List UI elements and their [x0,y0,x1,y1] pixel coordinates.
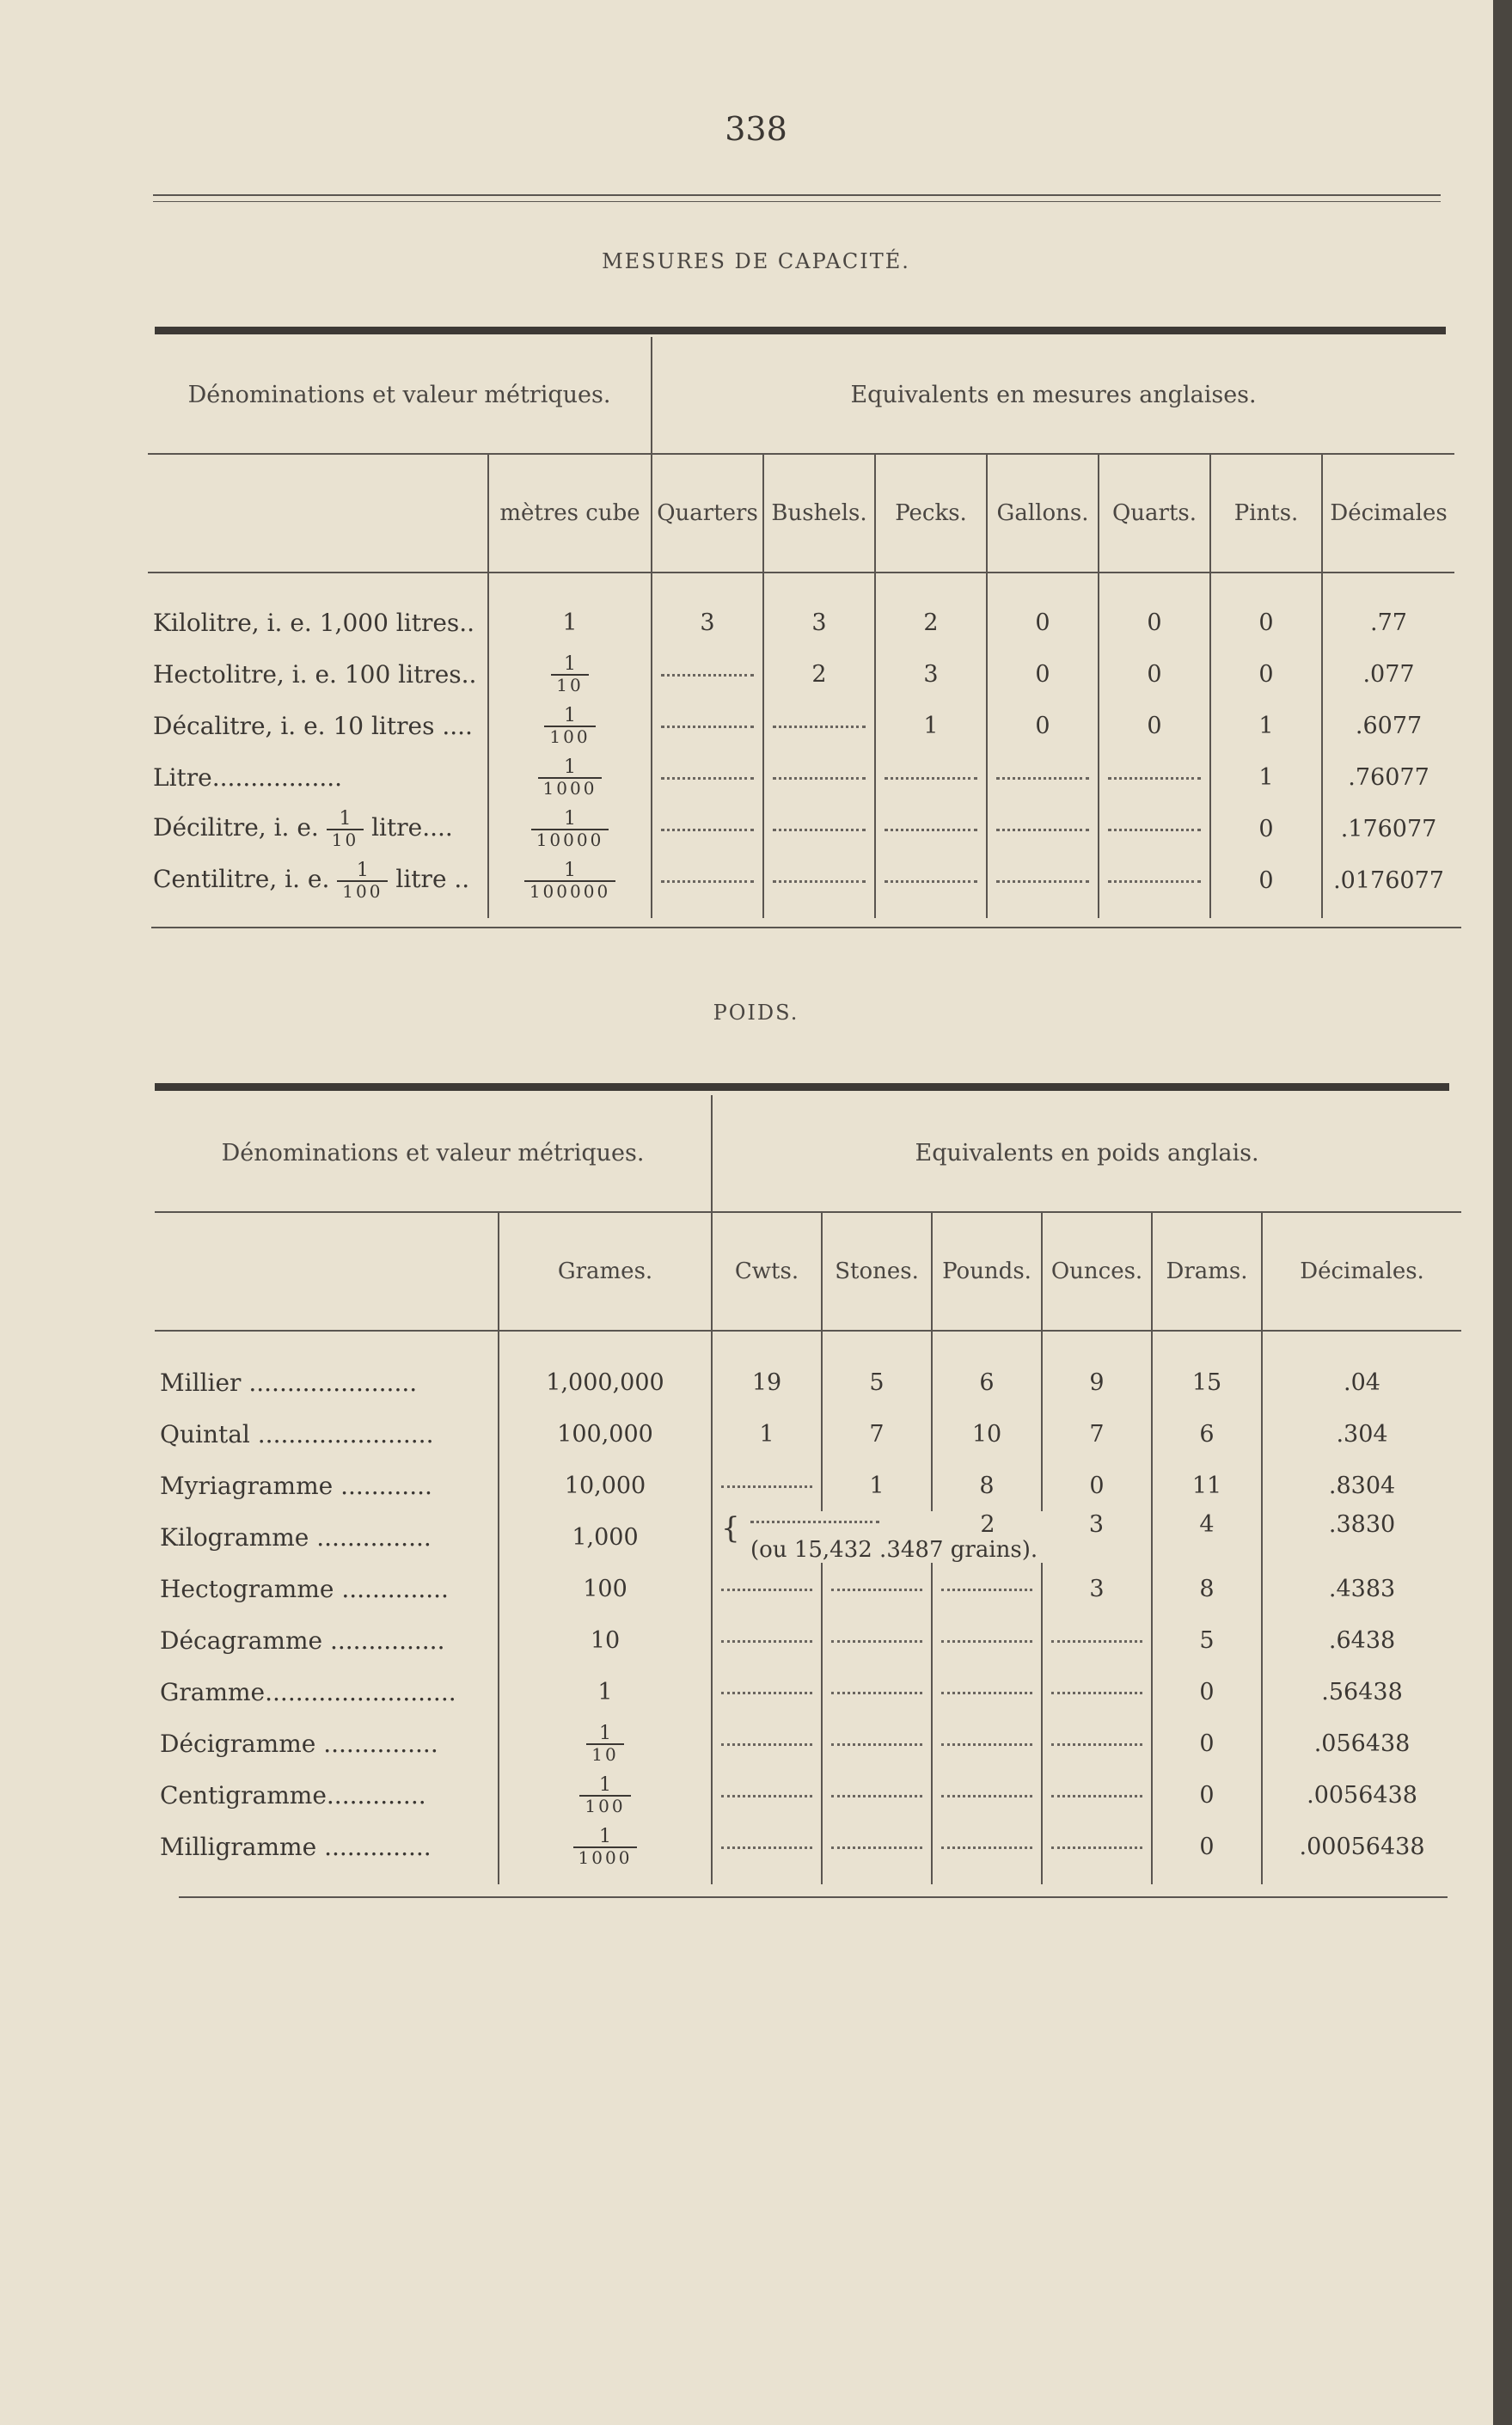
capacity-metric [488,700,652,751]
dot-leader [941,1846,1032,1849]
capacity-row-name: Décalitre, i. e. 10 litres .... [153,711,473,740]
dot-leader [773,829,866,831]
capacity-gallons: 0 [987,700,1099,751]
top-rule-thin [153,201,1441,202]
capacity-decimals: .176077 [1322,803,1454,854]
weights-header-left: Dénominations et valeur métriques. [155,1095,712,1212]
weights-table [155,1095,1461,1884]
weights-stones [822,1718,932,1769]
weights-drams: 4 [1152,1511,1262,1563]
dot-leader [1108,880,1201,883]
dot-leader [661,726,754,728]
table-row [155,1356,1461,1408]
capacity-row-name: Hectolitre, i. e. 100 litres.. [153,659,477,689]
dot-leader [885,880,977,883]
dot-leader [941,1795,1032,1797]
capacity-metric [488,648,652,700]
capacity-pints: 0 [1210,648,1322,700]
table-row [155,1563,1461,1614]
weights-row-name: Millier ...................... [160,1368,418,1397]
weights-row-name: Hectogramme .............. [160,1574,449,1603]
fraction: $\frac{1}{10000}$ [531,810,609,848]
capacity-gallons [987,803,1099,854]
table-row [155,1718,1461,1769]
weights-col-pounds: Pounds. [932,1212,1042,1331]
capacity-row-name: Centilitre, i. e. $\frac{1}{100}$ litre .. [153,859,470,902]
capacity-bottom-rule [151,927,1461,928]
weights-pounds [932,1614,1042,1666]
weights-row-name: Centigramme............. [160,1780,426,1810]
capacity-quarters [652,803,763,854]
weights-ounces: 0 [1042,1460,1152,1511]
capacity-row-name: Litre................. [153,762,343,792]
weights-decimals: .3830 [1262,1511,1461,1563]
fraction: $\frac{1}{10}$ [327,810,364,848]
table-row [155,1460,1461,1511]
weights-ounces [1042,1614,1152,1666]
weights-ounces: 7 [1042,1408,1152,1460]
capacity-bushels: 3 [763,597,875,648]
capacity-heading: MESURES DE CAPACITÉ. [602,249,910,273]
capacity-col-pints: Pints. [1210,454,1322,573]
weights-grams [499,1821,712,1872]
capacity-quarters [652,700,763,751]
capacity-pints: 1 [1210,700,1322,751]
dot-leader [1051,1743,1142,1746]
capacity-row-name: Décilitre, i. e. $\frac{1}{10}$ litre.... [153,807,453,850]
weights-pounds [932,1769,1042,1821]
weights-row-name: Milligramme .............. [160,1832,432,1861]
weights-grams: 100 [499,1563,712,1614]
capacity-pecks: 2 [875,597,987,648]
capacity-col-metric: mètres cube [488,454,652,573]
dot-leader [831,1795,922,1797]
capacity-gallons: 0 [987,597,1099,648]
table-row [148,648,1454,700]
weights-cwts [712,1563,822,1614]
weights-col-ounces: Ounces. [1042,1212,1152,1331]
weights-stones [822,1614,932,1666]
capacity-pints: 0 [1210,803,1322,854]
capacity-pecks: 3 [875,648,987,700]
capacity-gallons [987,751,1099,803]
weights-grams: 1,000 [499,1511,712,1563]
weights-grams: 100,000 [499,1408,712,1460]
weights-pounds [932,1666,1042,1718]
dot-leader-wrap [750,1513,879,1529]
dot-leader [721,1692,812,1694]
capacity-table [148,337,1454,918]
dot-leader [661,777,754,780]
fraction: $\frac{1}{100}$ [579,1776,630,1815]
weights-row-name: Myriagramme ............ [160,1471,432,1500]
capacity-quarts: 0 [1099,700,1210,751]
table-row [155,1769,1461,1821]
weights-col-blank [155,1212,499,1331]
capacity-metric [488,803,652,854]
dot-leader [661,829,754,831]
weights-drams: 11 [1152,1460,1262,1511]
weights-row-name: Décagramme ............... [160,1626,445,1655]
weights-grams: 10 [499,1614,712,1666]
capacity-bushels [763,854,875,906]
dot-leader [941,1743,1032,1746]
dot-leader [773,726,866,728]
weights-pounds: 8 [932,1460,1042,1511]
dot-leader [1051,1795,1142,1797]
weights-ounces [1042,1821,1152,1872]
weights-kilogramme-merged [712,1511,1042,1563]
weights-stones: 7 [822,1408,932,1460]
weights-stones [822,1769,932,1821]
dot-leader [721,1846,812,1849]
fraction: $\frac{1}{1000}$ [573,1828,638,1866]
dot-leader [941,1589,1032,1591]
weights-cwts [712,1666,822,1718]
weights-ounces [1042,1769,1152,1821]
capacity-header-right: Equivalents en mesures anglaises. [652,337,1454,454]
weights-ounces: 9 [1042,1356,1152,1408]
fraction: $\frac{1}{10}$ [586,1724,623,1763]
weights-heading: POIDS. [713,1001,799,1025]
weights-grams [499,1718,712,1769]
weights-stones [822,1821,932,1872]
weights-ounces: 3 [1088,1511,1105,1538]
weights-cwts: 19 [712,1356,822,1408]
capacity-decimals: .077 [1322,648,1454,700]
capacity-decimals: .6077 [1322,700,1454,751]
dot-leader [721,1795,812,1797]
weights-decimals: .00056438 [1262,1821,1461,1872]
dot-leader [1108,829,1201,831]
capacity-header-left: Dénominations et valeur métriques. [148,337,652,454]
capacity-quarts [1099,803,1210,854]
weights-drams: 15 [1152,1356,1262,1408]
dot-leader [750,1521,879,1523]
capacity-quarts [1099,854,1210,906]
weights-grains-note: (ou 15,432 .3487 grains). [750,1537,1038,1563]
dot-leader [773,777,866,780]
fraction: $\frac{1}{100000}$ [524,861,615,900]
dot-leader [661,674,754,677]
capacity-bushels [763,751,875,803]
dot-leader [831,1846,922,1849]
weights-row-name: Décigramme ............... [160,1729,438,1758]
weights-pounds [932,1821,1042,1872]
weights-drams: 5 [1152,1614,1262,1666]
weights-drams: 6 [1152,1408,1262,1460]
weights-col-drams: Drams. [1152,1212,1262,1331]
weights-header-right: Equivalents en poids anglais. [712,1095,1461,1212]
capacity-gallons: 0 [987,648,1099,700]
weights-row-name: Gramme......................... [160,1677,456,1706]
table-row [155,1614,1461,1666]
dot-leader [1108,777,1201,780]
capacity-row-name: Kilolitre, i. e. 1,000 litres.. [153,608,475,637]
dot-leader [773,880,866,883]
dot-leader [1051,1846,1142,1849]
capacity-bushels [763,700,875,751]
weights-cwts [712,1718,822,1769]
capacity-quarts: 0 [1099,597,1210,648]
weights-decimals: .4383 [1262,1563,1461,1614]
weights-cwts: 1 [712,1408,822,1460]
page-number: 338 [725,110,787,148]
dot-leader [831,1589,922,1591]
weights-decimals: .6438 [1262,1614,1461,1666]
capacity-pecks [875,751,987,803]
capacity-pints: 0 [1210,597,1322,648]
page-edge [1493,0,1512,2425]
capacity-pints: 1 [1210,751,1322,803]
capacity-quarters [652,751,763,803]
weights-cwts [712,1460,822,1511]
weights-pounds [932,1718,1042,1769]
dot-leader [831,1692,922,1694]
weights-stones [822,1666,932,1718]
dot-leader [885,777,977,780]
weights-decimals: .304 [1262,1408,1461,1460]
weights-drams: 0 [1152,1821,1262,1872]
table-row [148,700,1454,751]
weights-drams: 0 [1152,1666,1262,1718]
dot-leader [996,880,1089,883]
weights-cwts [712,1821,822,1872]
table-row [148,597,1454,648]
weights-grams: 1 [499,1666,712,1718]
dot-leader [721,1485,812,1488]
table-row [148,854,1454,906]
table-row [148,751,1454,803]
weights-stones: 5 [822,1356,932,1408]
weights-drams: 8 [1152,1563,1262,1614]
weights-decimals: .56438 [1262,1666,1461,1718]
capacity-quarters [652,648,763,700]
weights-thick-rule [155,1083,1449,1091]
weights-drams: 0 [1152,1769,1262,1821]
weights-grams: 10,000 [499,1460,712,1511]
weights-drams: 0 [1152,1718,1262,1769]
capacity-bushels: 2 [763,648,875,700]
capacity-quarts [1099,751,1210,803]
fraction: $\frac{1}{1000}$ [538,758,603,797]
capacity-bushels [763,803,875,854]
weights-ounces [1042,1718,1152,1769]
capacity-metric [488,751,652,803]
dot-leader [941,1640,1032,1643]
weights-decimals: .8304 [1262,1460,1461,1511]
dot-leader [996,777,1089,780]
weights-cwts [712,1614,822,1666]
capacity-col-blank [148,454,488,573]
capacity-col-quarts: Quarts. [1099,454,1210,573]
weights-grams [499,1769,712,1821]
dot-leader [721,1743,812,1746]
table-row [155,1821,1461,1872]
table-row [155,1408,1461,1460]
fraction: $\frac{1}{100}$ [337,861,388,900]
capacity-decimals: .76077 [1322,751,1454,803]
weights-decimals: .056438 [1262,1718,1461,1769]
weights-decimals: .0056438 [1262,1769,1461,1821]
dot-leader [996,829,1089,831]
weights-bottom-rule [179,1896,1448,1898]
weights-stones: 1 [822,1460,932,1511]
weights-grams: 1,000,000 [499,1356,712,1408]
capacity-decimals: .77 [1322,597,1454,648]
fraction: $\frac{1}{100}$ [544,707,595,745]
capacity-thick-rule [155,327,1446,334]
weights-row-name: Kilogramme ............... [160,1522,432,1552]
weights-col-cwts: Cwts. [712,1212,822,1331]
capacity-quarters [652,854,763,906]
capacity-col-bushels: Bushels. [763,454,875,573]
capacity-pecks: 1 [875,700,987,751]
brace: { [721,1511,740,1546]
dot-leader [1051,1692,1142,1694]
capacity-pecks [875,803,987,854]
table-row [155,1666,1461,1718]
weights-decimals: .04 [1262,1356,1461,1408]
capacity-quarters: 3 [652,597,763,648]
capacity-col-pecks: Pecks. [875,454,987,573]
fraction: $\frac{1}{10}$ [551,655,588,694]
dot-leader [831,1743,922,1746]
capacity-col-quarters: Quarters [652,454,763,573]
capacity-pints: 0 [1210,854,1322,906]
dot-leader [831,1640,922,1643]
dot-leader [885,829,977,831]
weights-pounds: 10 [932,1408,1042,1460]
capacity-pecks [875,854,987,906]
weights-row-name: Quintal ....................... [160,1419,434,1448]
weights-pounds [932,1563,1042,1614]
dot-leader [721,1589,812,1591]
capacity-metric [488,854,652,906]
capacity-col-decimals: Décimales [1322,454,1454,573]
weights-stones [822,1563,932,1614]
weights-pounds: 2 [980,1511,995,1538]
capacity-col-gallons: Gallons. [987,454,1099,573]
weights-cwts [712,1769,822,1821]
capacity-decimals: .0176077 [1322,854,1454,906]
weights-col-stones: Stones. [822,1212,932,1331]
dot-leader [721,1640,812,1643]
weights-pounds: 6 [932,1356,1042,1408]
weights-col-decimals: Décimales. [1262,1212,1461,1331]
table-row [155,1511,1461,1563]
weights-ounces [1042,1666,1152,1718]
top-rule [153,194,1441,196]
capacity-gallons [987,854,1099,906]
capacity-quarts: 0 [1099,648,1210,700]
table-row [148,803,1454,854]
dot-leader [661,880,754,883]
dot-leader [941,1692,1032,1694]
capacity-metric: 1 [488,597,652,648]
weights-col-grams: Grames. [499,1212,712,1331]
dot-leader [1051,1640,1142,1643]
weights-ounces: 3 [1042,1563,1152,1614]
